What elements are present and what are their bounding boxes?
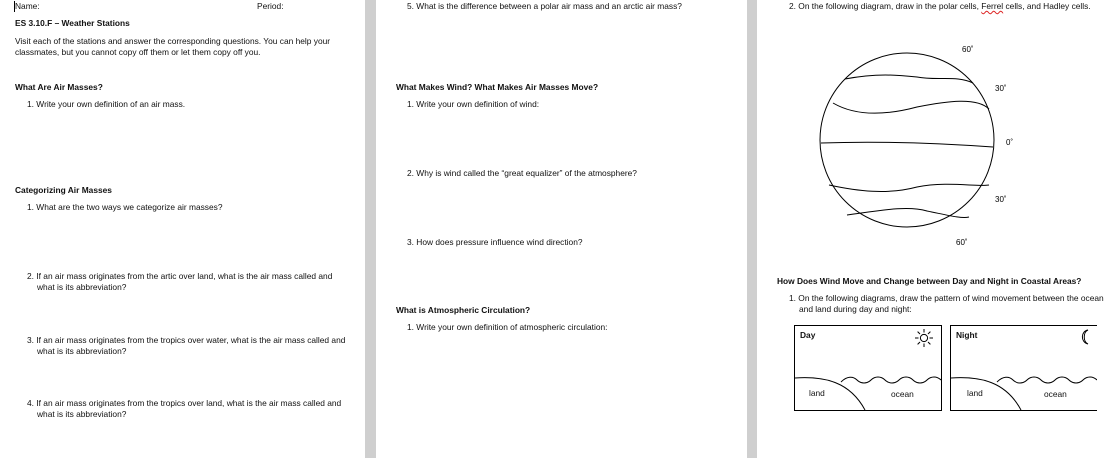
label-0: 0˚ [1006, 138, 1014, 147]
label-30n: 30˚ [995, 84, 1007, 93]
section-heading-air-masses: What Are Air Masses? [15, 82, 103, 92]
section-heading-categorizing: Categorizing Air Masses [15, 185, 112, 195]
latitude-30n-line [833, 101, 989, 113]
latitude-30s-line [829, 184, 989, 191]
question-tropics-water: 3. If an air mass originates from the tropics over water, what is the air mass called and what is its abbreviation? [27, 335, 346, 356]
question-draw-wind-pattern: 1. On the following diagrams, draw the pattern of wind movement between the ocean and land during day and night: [789, 293, 1104, 314]
period-label: Period: [257, 1, 284, 11]
day-land-label: land [809, 388, 825, 398]
latitude-60n-line [845, 75, 973, 83]
question-pressure-direction: 3. How does pressure influence wind direction? [407, 237, 583, 247]
spellcheck-word: Ferrel [981, 1, 1004, 11]
question-categorize-ways: 1. What are the two ways we categorize air masses? [27, 202, 223, 212]
question-draw-cells-end: cells, and Hadley cells. [1003, 1, 1091, 11]
worksheet-title: ES 3.10.F – Weather Stations [15, 18, 130, 28]
day-ocean-label: ocean [891, 389, 914, 399]
question-great-equalizer: 2. Why is wind called the “great equalizer” of the atmosphere? [407, 168, 637, 178]
question-draw-cells-text: 2. On the following diagram, draw in the polar cells, [789, 1, 982, 11]
worksheet-page-2 [376, 0, 747, 458]
worksheet-page-1 [0, 0, 365, 458]
question-draw-cells [789, 1, 1091, 12]
question-polar-vs-arctic: 5. What is the difference between a polar air mass and an arctic air mass? [407, 1, 682, 11]
question-tropics-land: 4. If an air mass originates from the tropics over land, what is the air mass called and what is its abbreviation? [27, 398, 342, 419]
night-ocean-label: ocean [1044, 389, 1067, 399]
question-wind-definition: 1. Write your own definition of wind: [407, 99, 540, 109]
day-box-title: Day [800, 330, 816, 340]
label-60s: 60˚ [956, 238, 968, 247]
day-diagram-box [794, 325, 942, 411]
night-box-title: Night [956, 330, 978, 340]
question-artic-land: 2. If an air mass originates from the artic over land, what is the air mass called and what is its abbreviation? [27, 271, 333, 292]
question-air-mass-definition: 1. Write your own definition of an air mass. [27, 99, 186, 109]
night-land-label: land [967, 388, 983, 398]
section-heading-wind: What Makes Wind? What Makes Air Masses Move? [396, 82, 599, 92]
section-heading-circulation: What is Atmospheric Circulation? [396, 305, 531, 315]
intro-text: Visit each of the stations and answer the corresponding questions. You can help your classmates, but you cannot copy off them or let them copy off you. [15, 36, 331, 57]
night-diagram-box [950, 325, 1097, 411]
equator-line [821, 142, 993, 147]
section-heading-coastal-wind: How Does Wind Move and Change between Day and Night in Coastal Areas? [777, 276, 1082, 286]
label-60n: 60˚ [962, 45, 974, 54]
question-circulation-definition: 1. Write your own definition of atmospheric circulation: [407, 322, 608, 332]
globe-diagram [817, 35, 1077, 265]
label-30s: 30˚ [995, 195, 1007, 204]
worksheet-page-3 [757, 0, 1117, 458]
name-label: Name: [15, 1, 40, 11]
